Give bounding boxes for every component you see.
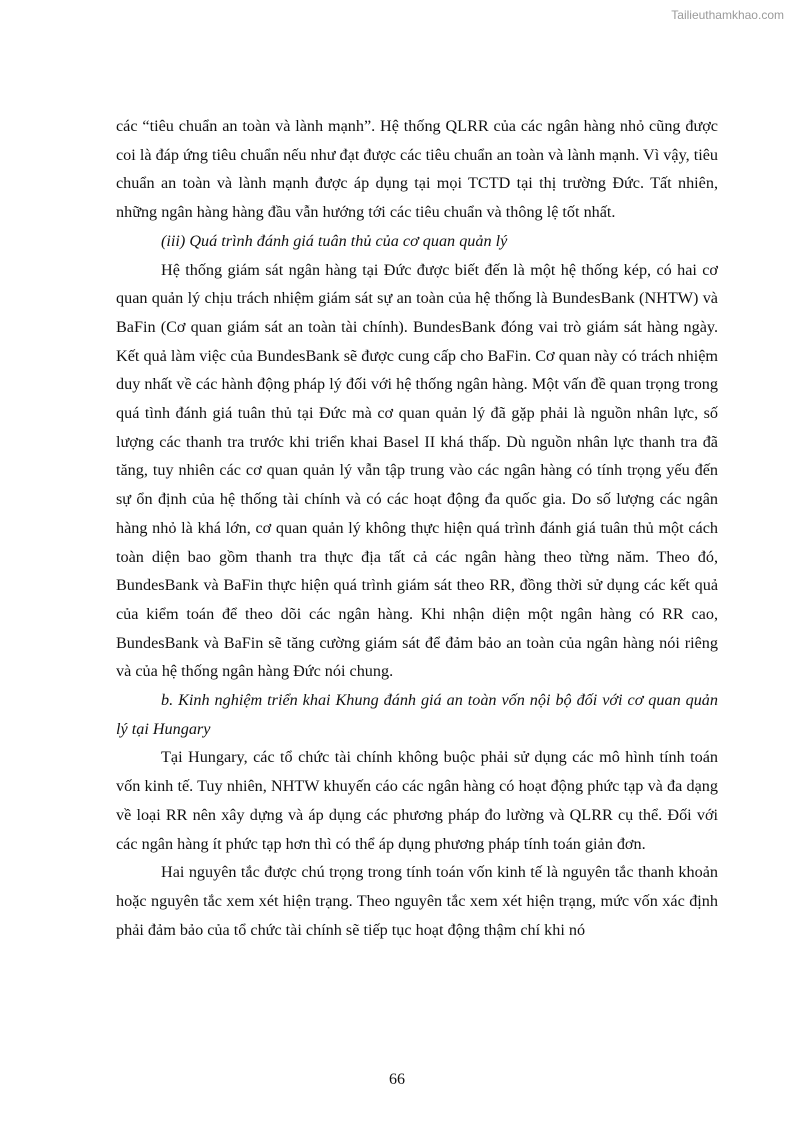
document-body (116, 112, 718, 944)
page-number: 66 (389, 1071, 405, 1088)
watermark: Tailieuthamkhao.com (671, 8, 784, 22)
paragraph-intro: các “tiêu chuẩn an toàn và lành mạnh”. Hệ thống QLRR của các ngân hàng nhỏ cũng được coi là đáp ứng tiêu chuẩn nếu như đạt được các tiêu chuẩn an toàn và lành mạnh. Vì vậy, tiêu chuẩn an toàn và lành mạnh được áp dụng tại mọi TCTD tại thị trường Đức. Tất nhiên, những ngân hàng hàng đầu vẫn hướng tới các tiêu chuẩn và thông lệ tốt nhất. (116, 117, 718, 222)
paragraph-hungary-principles: Hai nguyên tắc được chú trọng trong tính toán vốn kinh tế là nguyên tắc thanh khoản hoặc nguyên tắc xem xét hiện trạng. Theo nguyên tắc xem xét hiện trạng, mức vốn xác định phải đảm bảo của tổ chức tài chính sẽ tiếp tục hoạt động thậm chí khi nó (116, 863, 718, 939)
section-heading-iii: (iii) Quá trình đánh giá tuân thủ của cơ quan quản lý (161, 231, 508, 250)
paragraph-hungary-intro: Tại Hungary, các tổ chức tài chính không buộc phải sử dụng các mô hình tính toán vốn kinh tế. Tuy nhiên, NHTW khuyến cáo các ngân hàng có hoạt động phức tạp và đa dạng về loại RR nên xây dựng và áp dụng các phương pháp đo lường và QLRR cụ thể. Đối với các ngân hàng ít phức tạp hơn thì có thể áp dụng phương pháp tính toán giản đơn. (116, 748, 718, 853)
paragraph-germany-supervision: Hệ thống giám sát ngân hàng tại Đức được biết đến là một hệ thống kép, có hai cơ quan quản lý chịu trách nhiệm giám sát sự an toàn của hệ thống là BundesBank (NHTW) và BaFin (Cơ quan giám sát an toàn tài chính). BundesBank đóng vai trò giám sát hàng ngày. Kết quả làm việc của BundesBank sẽ được cung cấp cho BaFin. Cơ quan này có trách nhiệm duy nhất về các hành động pháp lý đối với hệ thống ngân hàng. Một vấn đề quan trọng trong quá tình đánh giá tuân thủ tại Đức mà cơ quan quản lý đã gặp phải là nguồn nhân lực, số lượng các thanh tra trước khi triển khai Basel II khá thấp. Dù nguồn nhân lực thanh tra đã tăng, tuy nhiên các cơ quan quản lý vẫn tập trung vào các ngân hàng có tính trọng yếu đến sự ổn định của hệ thống tài chính và có các hoạt động đa quốc gia. Do số lượng các ngân hàng nhỏ là khá lớn, cơ quan quản lý không thực hiện quá trình đánh giá tuân thủ một cách toàn diện bao gồm thanh tra thực địa tất cả các ngân hàng theo từng năm. Theo đó, BundesBank và BaFin thực hiện quá trình giám sát theo RR, đồng thời sử dụng các kết quả của kiểm toán để theo dõi các ngân hàng. Khi nhận diện một ngân hàng có RR cao, BundesBank và BaFin sẽ tăng cường giám sát để đảm bảo an toàn của ngân hàng nói riêng và của hệ thống ngân hàng Đức nói chung. (116, 260, 718, 681)
section-heading-b: b. Kinh nghiệm triển khai Khung đánh giá an toàn vốn nội bộ đối với cơ quan quản lý tại Hungary (116, 691, 718, 738)
